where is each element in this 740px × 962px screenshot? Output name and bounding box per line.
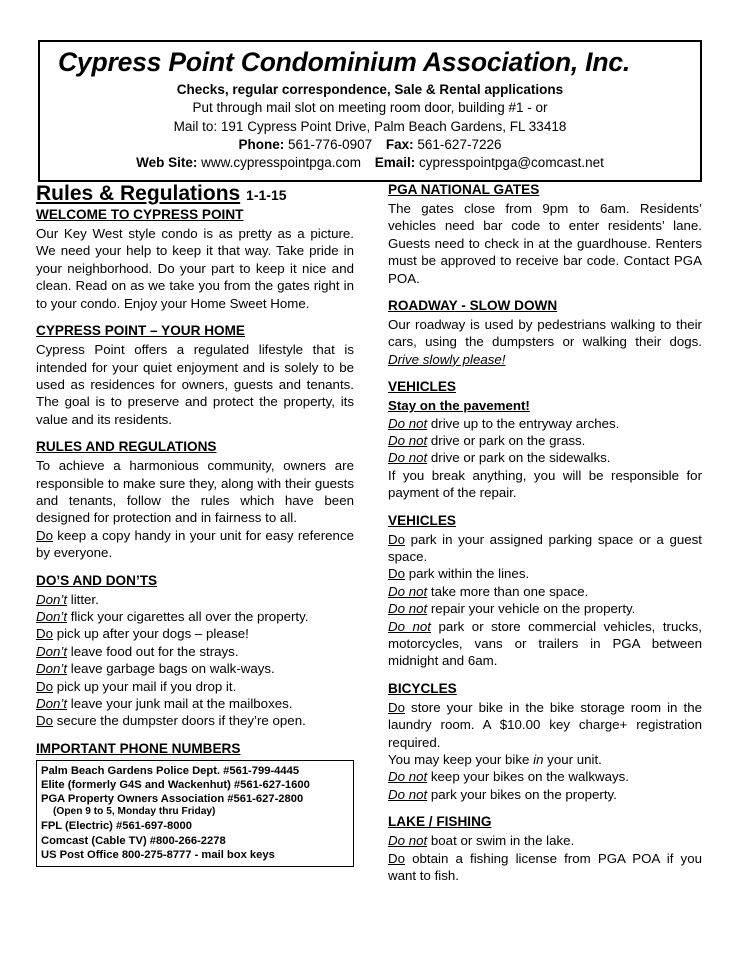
list-item-text: repair your vehicle on the property. [427, 601, 636, 617]
list-item-lead: Don’t [36, 695, 68, 711]
section-heading-important-phone-numbers: IMPORTANT PHONE NUMBERS [36, 740, 241, 756]
list-item-text: obtain a fishing license from PGA POA if you want to fish. [388, 850, 702, 884]
list-item-text: pick up after your dogs – please! [53, 626, 249, 642]
section-heading-vehicles-parking: VEHICLES [388, 512, 456, 528]
pga-national-gates-body: The gates close from 9pm to 6am. Residents’ vehicles need bar code to enter residents’ lane. Guests need to check in at the guardhouse. Renters must be approved to receive bar code. Contact PGA POA. [388, 200, 702, 286]
list-item-lead: Do not [388, 450, 428, 466]
phone-entry: Comcast (Cable TV) #800-266-2278 [41, 834, 226, 847]
list-item-text: leave food out for the strays. [67, 643, 239, 659]
section-heading-roadway: ROADWAY - SLOW DOWN [388, 298, 558, 314]
section-heading-pga-national-gates: PGA NATIONAL GATES [388, 182, 540, 197]
section-heading-lake-fishing: LAKE / FISHING [388, 814, 492, 830]
list-item [388, 531, 702, 566]
list-item [36, 712, 354, 729]
list-item-lead: Do [388, 531, 405, 547]
list-item-text: park your bikes on the property. [427, 786, 617, 802]
list-item-text: keep your bikes on the walkways. [427, 769, 629, 785]
phone-entry: FPL (Electric) #561-697-8000 [41, 820, 192, 833]
page-title-version: 1-1-15 [246, 187, 287, 203]
association-header-box [38, 40, 702, 182]
list-item-text: park in your assigned parking space or a guest space. [388, 531, 702, 565]
list-item-text: take more than one space. [427, 583, 589, 599]
list-item [36, 695, 354, 712]
list-item [36, 591, 354, 608]
list-item-lead: Don’t [36, 643, 68, 659]
section-heading-dos-and-donts: DO’S AND DON’TS [36, 572, 158, 588]
list-item [388, 600, 702, 617]
list-item-text: pick up your mail if you drop it. [53, 678, 237, 694]
list-item-lead: Do [388, 850, 405, 866]
list-item [388, 832, 702, 849]
list-item-lead: Do [388, 566, 405, 582]
website-value[interactable]: www.cypresspointpga.com [201, 155, 361, 171]
phone-value: 561-776-0907 [288, 136, 373, 152]
phone-entry: US Post Office 800-275-8777 - mail box keys [41, 848, 275, 861]
phone-entry: Palm Beach Gardens Police Dept. #561-799-4445 [41, 764, 300, 777]
list-item-text: secure the dumpster doors if they’re open. [53, 713, 306, 729]
list-item-lead: Do not [388, 618, 431, 634]
list-item-lead: Do [36, 678, 53, 694]
list-item [36, 660, 354, 677]
list-item-text: drive or park on the grass. [427, 433, 586, 449]
list-item-lead: Do not [388, 415, 428, 431]
website-label: Web Site: [136, 155, 198, 171]
phone-entry: Elite (formerly G4S and Wackenhut) #561-627-1600 [41, 778, 310, 791]
bicycles-unit-emphasis: in [533, 752, 544, 768]
list-item [36, 608, 354, 625]
list-item [388, 565, 702, 582]
header-mailto-line: Mail to: 191 Cypress Point Drive, Palm Beach Gardens, FL 33418 [173, 118, 567, 134]
list-item [388, 786, 702, 803]
header-subtitle: Checks, regular correspondence, Sale & Rental applications [176, 82, 564, 98]
list-item-text: drive or park on the sidewalks. [427, 450, 611, 466]
header-web-email-line [48, 154, 692, 172]
bicycles-unit-line [388, 751, 702, 768]
list-item [36, 678, 354, 695]
bicycles-unit-rest: your unit. [543, 752, 602, 768]
list-item [388, 432, 702, 449]
section-heading-welcome: WELCOME TO CYPRESS POINT [36, 207, 244, 223]
list-item-text: boat or swim in the lake. [427, 833, 575, 849]
list-item [388, 699, 702, 751]
list-item [36, 625, 354, 642]
list-item-lead: Do not [388, 433, 428, 449]
header-mailslot-line: Put through mail slot on meeting room door, building #1 - or [192, 100, 548, 116]
your-home-body: Cypress Point offers a regulated lifestyle that is intended for your quiet enjoyment and is solely to be used as residences for owners, guests and tenants. The goal is to preserve and protect the property, its value and its residents. [36, 342, 354, 427]
list-item [388, 583, 702, 600]
list-item [388, 768, 702, 785]
section-heading-vehicles-pavement: VEHICLES [388, 379, 456, 395]
rules-and-regulations-do-line [36, 527, 354, 562]
list-item-text: litter. [67, 591, 99, 607]
phone-entry: PGA Property Owners Association #561-627-2800 [41, 793, 304, 806]
list-item-text: drive up to the entryway arches. [427, 415, 620, 431]
vehicles-pavement-closing: If you break anything, you will be responsible for payment of the repair. [388, 467, 702, 501]
list-item-text: leave garbage bags on walk-ways. [67, 661, 275, 677]
section-heading-bicycles: BICYCLES [388, 680, 457, 696]
email-label: Email: [374, 155, 416, 171]
list-item [388, 449, 702, 466]
right-column [388, 182, 702, 885]
roadway-emphasis: Drive slowly please! [388, 351, 506, 367]
bicycles-unit-text: You may keep your bike [388, 752, 534, 768]
list-item-lead: Don’t [36, 591, 68, 607]
list-item-lead: Don’t [36, 608, 68, 624]
list-item-lead: Do not [388, 786, 428, 802]
section-heading-rules-and-regulations: RULES AND REGULATIONS [36, 439, 217, 455]
list-item-text: store your bike in the bike storage room in the laundry room. A $10.00 key charge+ registration required. [388, 699, 702, 750]
phone-entry-note: (Open 9 to 5, Monday thru Friday) [53, 806, 216, 818]
left-column [36, 182, 354, 867]
list-item-lead: Do not [388, 583, 428, 599]
rules-and-regulations-body: To achieve a harmonious community, owners are responsible to make sure they, along with their guests and tenants, follow the rules which have been designed for protection and in fairness to all. [36, 458, 354, 526]
welcome-body: Our Key West style condo is as pretty as a picture. We need your help to keep it that way. Take pride in your neighborhood. Do your part to keep it nice and clean. Read on as we take you from the gates right in to your condo. Enjoy your Home Sweet Home. [36, 226, 354, 311]
list-item-lead: Do not [388, 833, 428, 849]
roadway-body [388, 316, 702, 368]
fax-label: Fax: [385, 136, 414, 152]
page-title-text: Rules & Regulations [36, 182, 241, 205]
list-item-text: leave your junk mail at the mailboxes. [67, 695, 293, 711]
association-title: Cypress Point Condominium Association, Inc. [58, 47, 631, 77]
list-item-lead: Do not [388, 769, 428, 785]
list-item [388, 850, 702, 885]
list-item [388, 415, 702, 432]
list-item-lead: Do [36, 626, 53, 642]
list-item-lead: Do [388, 699, 405, 715]
list-item-lead: Do [36, 713, 53, 729]
list-item-text: park or store commercial vehicles, trucks, motorcycles, vans or trailers in PGA between midnight and 6am. [388, 618, 702, 669]
roadway-body-text: Our roadway is used by pedestrians walking to their cars, using the dumpsters or walking their dogs. [388, 317, 702, 350]
header-phone-fax-line [48, 136, 692, 154]
phone-numbers-box [36, 760, 354, 867]
list-item-text: park within the lines. [405, 566, 530, 582]
do-word: Do [36, 527, 53, 543]
list-item [388, 618, 702, 670]
page-title [36, 182, 354, 205]
list-item-lead: Do not [388, 601, 428, 617]
list-item-text: flick your cigarettes all over the property. [67, 608, 309, 624]
do-rest: keep a copy handy in your unit for easy reference by everyone. [36, 527, 354, 561]
section-heading-your-home: CYPRESS POINT – YOUR HOME [36, 323, 245, 339]
list-item-lead: Don’t [36, 661, 68, 677]
vehicles-subheading: Stay on the pavement! [388, 398, 530, 414]
fax-value: 561-627-7226 [417, 136, 502, 152]
email-value[interactable]: cypresspointpga@comcast.net [419, 155, 604, 171]
list-item [36, 643, 354, 660]
phone-label: Phone: [238, 136, 285, 152]
